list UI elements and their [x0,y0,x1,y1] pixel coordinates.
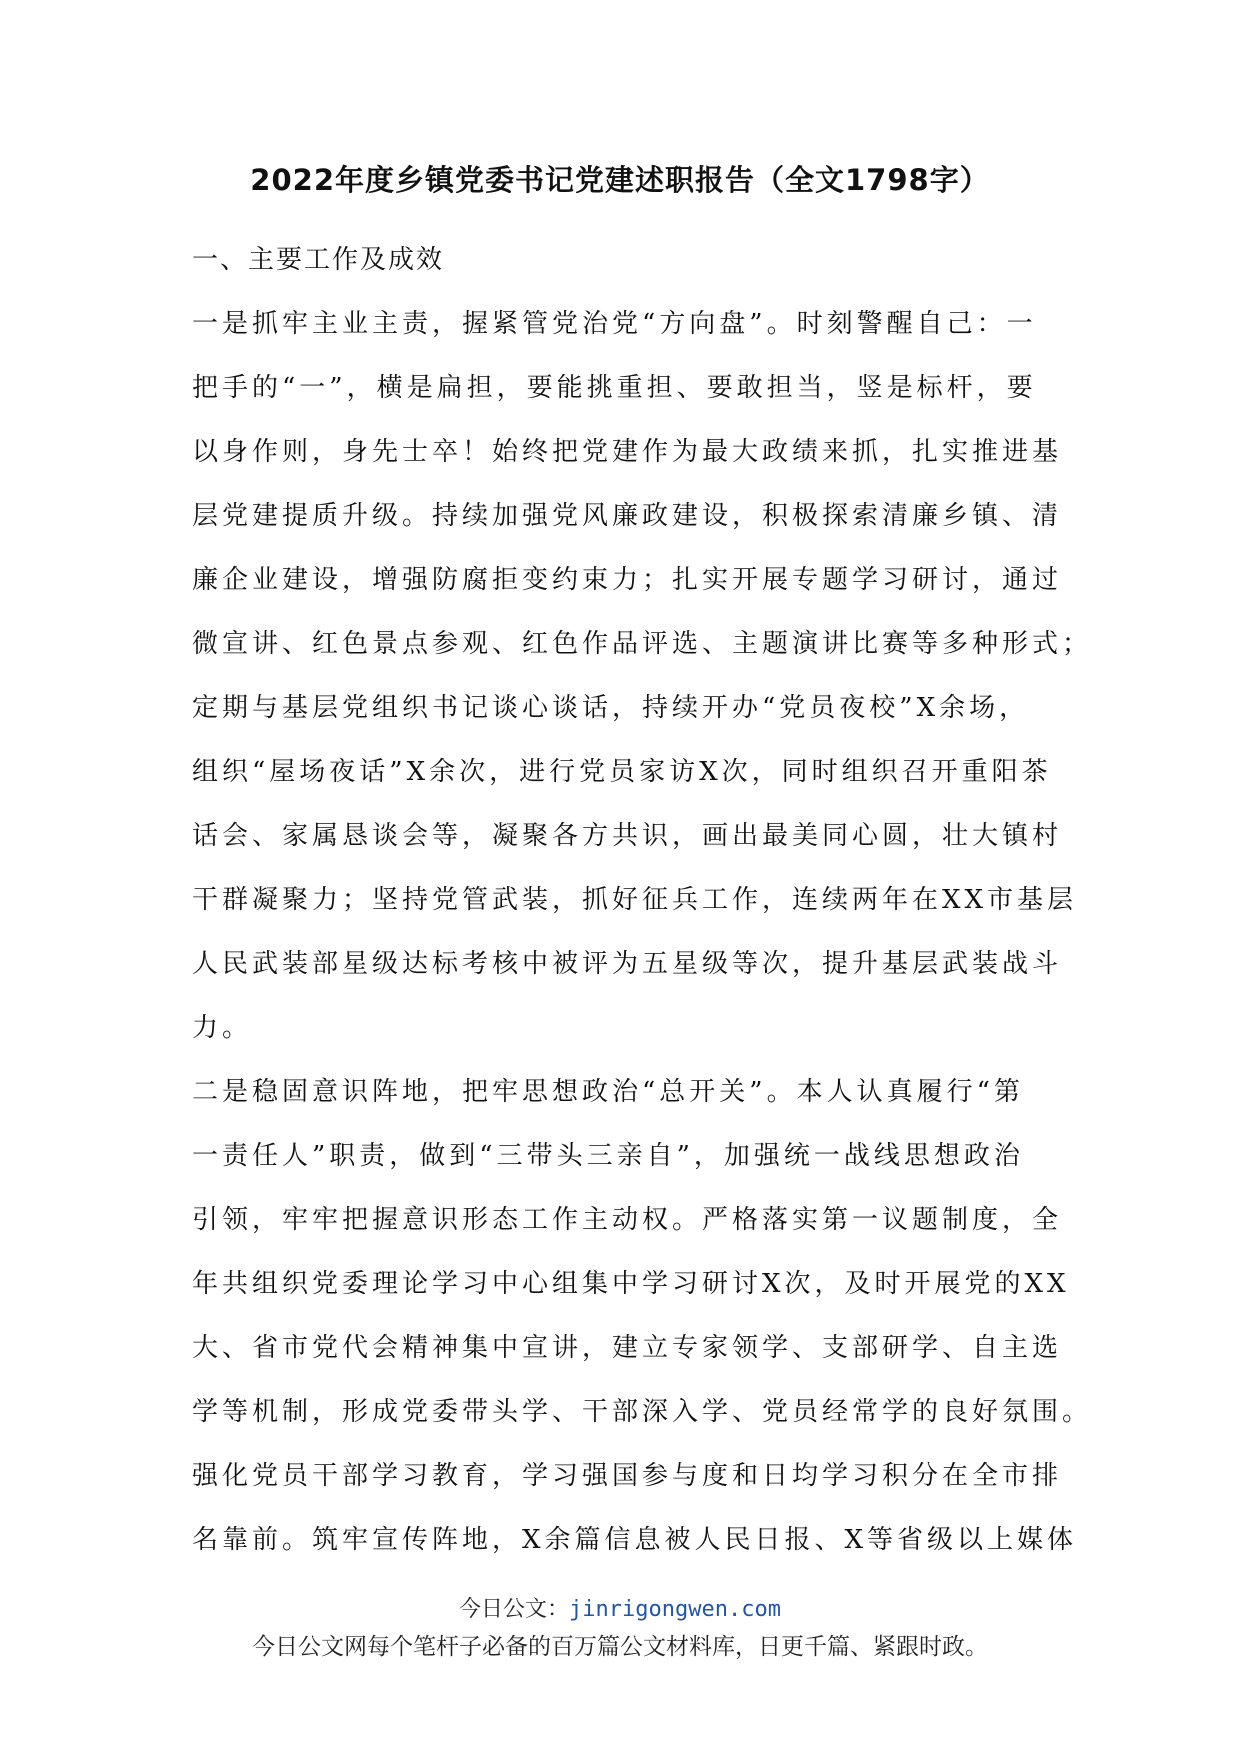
text-line: 定期与基层党组织书记谈心谈话，持续开办“党员夜校”X余场， [192,693,1030,723]
text-line: 话会、家属恳谈会等，凝聚各方共识，画出最美同心圆，壮大镇村 [192,821,1063,851]
text-line: 一责任人”职责，做到“三带头三亲自”，加强统一战线思想政治 [192,1141,1024,1171]
text-line: 干群凝聚力；坚持党管武装，抓好征兵工作，连续两年在XX市基层 [192,885,1078,915]
text-line: 组织“屋场夜话”X余次，进行党员家访X次，同时组织召开重阳茶 [192,757,1052,787]
text-line: 名靠前。筑牢宣传阵地，X余篇信息被人民日报、X等省级以上媒体 [192,1525,1078,1555]
text-line: 学等机制，形成党委带头学、干部深入学、党员经常学的良好氛围。 [192,1397,1093,1427]
document-body [192,228,1093,1572]
text-line: 引领，牢牢把握意识形态工作主动权。严格落实第一议题制度，全 [192,1205,1063,1235]
text-line: 大、省市党代会精神集中宣讲，建立专家领学、支部研学、自主选 [192,1333,1063,1363]
text-line: 以身作则，身先士卒！始终把党建作为最大政绩来抓，扎实推进基 [192,437,1063,467]
text-line: 微宣讲、红色景点参观、红色作品评选、主题演讲比赛等多种形式； [192,629,1093,659]
text-line: 廉企业建设，增强防腐拒变约束力；扎实开展专题学习研讨，通过 [192,565,1063,595]
text-line: 强化党员干部学习教育，学习强国参与度和日均学习积分在全市排 [192,1461,1063,1491]
paragraph-2 [192,1060,1093,1572]
text-line: 二是稳固意识阵地，把牢思想政治“总开关”。本人认真履行“第 [192,1077,1024,1107]
footer-site-link[interactable]: jinrigongwen.com [569,1597,781,1622]
text-line: 把手的“一”，横是扁担，要能挑重担、要敢担当，竖是标杆，要 [192,373,1037,403]
section-heading: 一、主要工作及成效 [192,245,445,275]
text-line: 力。 [192,1013,253,1043]
text-line: 一是抓牢主业主责，握紧管党治党“方向盘”。时刻警醒自己：一 [192,309,1037,339]
footer-site [0,1592,1240,1623]
text-line: 人民武装部星级达标考核中被评为五星级等次，提升基层武装战斗 [192,949,1063,979]
footer-site-label: 今日公文： [459,1597,570,1622]
paragraph-1 [192,292,1093,1060]
text-line: 年共组织党委理论学习中心组集中学习研讨X次，及时开展党的XX [192,1269,1070,1299]
footer-slogan: 今日公文网每个笔杆子必备的百万篇公文材料库，日更千篇、紧跟时政。 [252,1634,988,1660]
text-line: 层党建提质升级。持续加强党风廉政建设，积极探索清廉乡镇、清 [192,501,1063,531]
document-title: 2022年度乡镇党委书记党建述职报告（全文1798字） [250,163,990,197]
